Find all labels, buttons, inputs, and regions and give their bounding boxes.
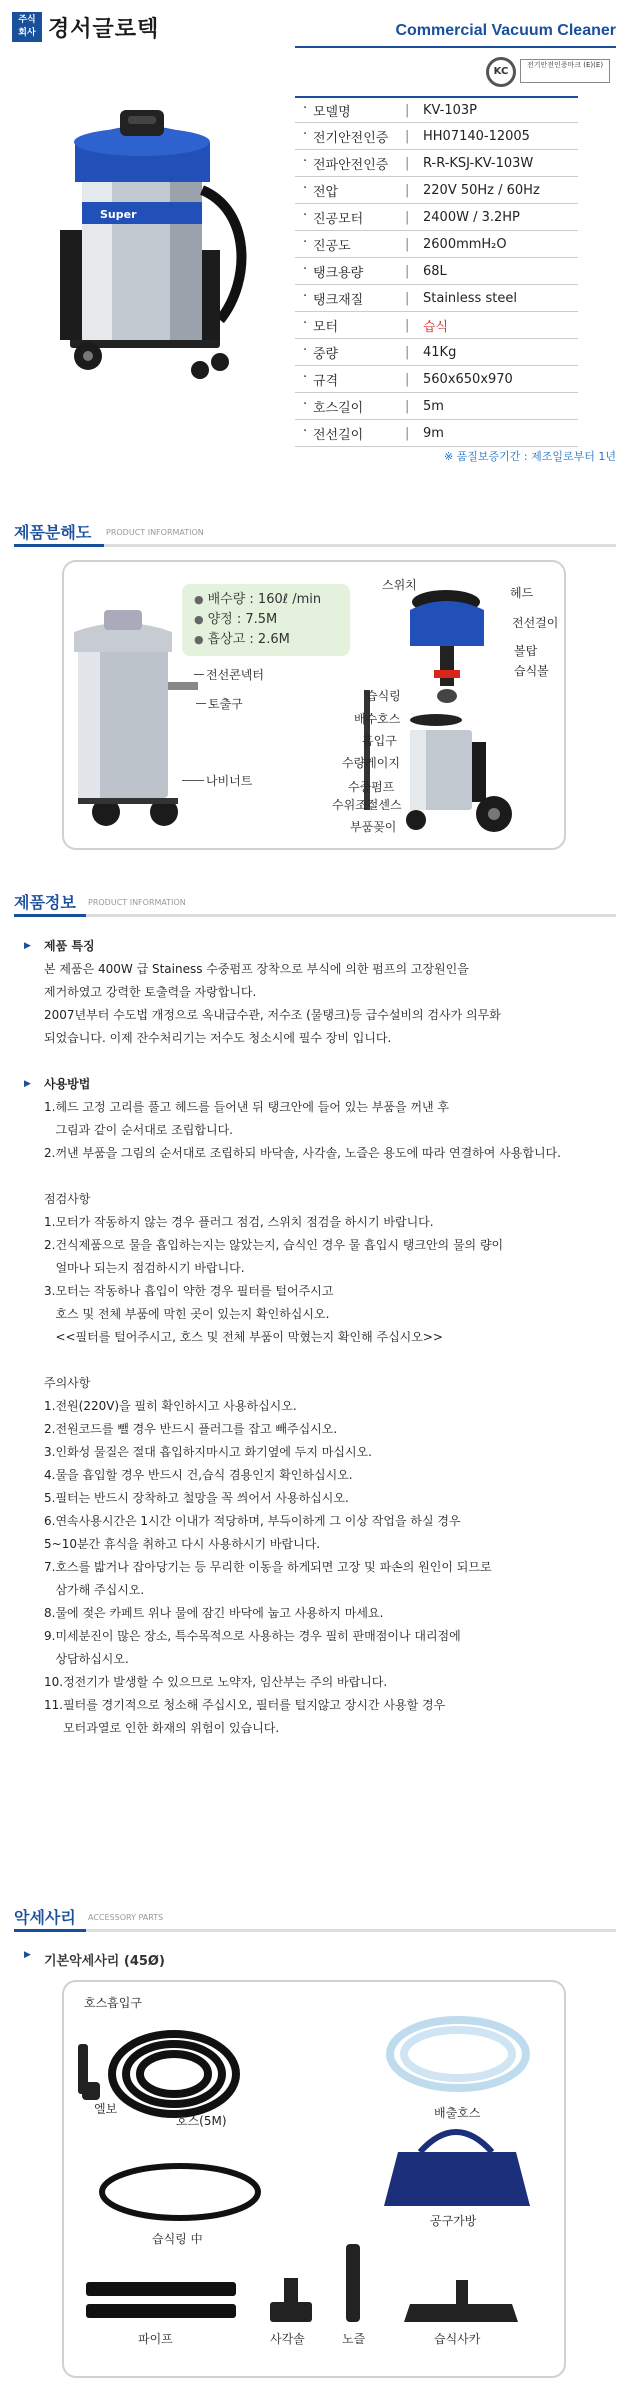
info-line: 본 제품은 400W 급 Stainess 수중펌프 장착으로 부식에 의한 펌프의 고장원인을 xyxy=(44,962,469,976)
feature-title: ▶ 제품 특징 xyxy=(14,935,624,958)
info-line: 호스 및 전체 부품에 막힌 곳이 있는지 확인하십시오. xyxy=(44,1307,330,1321)
product-info xyxy=(14,935,624,1740)
label-level-sensor: 수위조절센스 xyxy=(332,798,402,812)
info-line: 4.물을 흡입할 경우 반드시 건,습식 겸용인지 확인하십시오. xyxy=(44,1468,353,1482)
label-head: 헤드 xyxy=(510,586,534,600)
spec-value: 습식 xyxy=(423,319,449,335)
info-line: 2.전원코드를 뺄 경우 반드시 플러그를 잡고 빼주십시오. xyxy=(44,1422,338,1436)
spec-key: · 모터 xyxy=(295,316,405,335)
spec-value: 68L xyxy=(423,263,447,279)
spec-separator: | xyxy=(405,344,410,360)
spec-row xyxy=(295,258,578,285)
exploded-diagram xyxy=(62,560,566,850)
label-nozzle: 노즐 xyxy=(342,2332,366,2346)
badge-flow: ● 배수량 : 160ℓ /min xyxy=(194,590,338,610)
info-line: <<필터를 털어주시고, 호스 및 전체 부품이 막혔는지 확인해 주십시오>> xyxy=(44,1330,443,1344)
info-line: 6.연속사용시간은 1시간 이내가 적당하며, 부득이하게 그 이상 작업을 하실 경우 xyxy=(44,1514,461,1528)
spec-separator: | xyxy=(405,398,410,414)
spec-value: 9m xyxy=(423,425,444,441)
spec-row xyxy=(295,312,578,339)
spec-value: 560x650x970 xyxy=(423,371,513,387)
accessory-subtitle: ▶ 기본악세사리 (45Ø) xyxy=(14,1950,165,1969)
spec-value: KV-103P xyxy=(423,102,477,118)
spec-value: R-R-KSJ-KV-103W xyxy=(423,155,534,171)
info-line: 그림과 같이 순서대로 조립합니다. xyxy=(44,1123,233,1137)
label-float: 볼탑 xyxy=(514,644,538,658)
info-line: 제거하였고 강력한 토출력을 자랑합니다. xyxy=(44,985,257,999)
label-pipe: 파이프 xyxy=(138,2332,173,2346)
info-line: 11.필터를 경기적으로 청소해 주십시오, 필터를 털지않고 장시간 사용할 경우 xyxy=(44,1698,446,1712)
label-wet-ring: 습식링 中 xyxy=(152,2232,203,2246)
info-line: 1.모터가 작동하지 않는 경우 플러그 점검, 스위치 점검을 하시기 바랍니다. xyxy=(44,1215,434,1229)
section-subtitle: PRODUCT INFORMATION xyxy=(106,528,204,537)
info-line: 3.인화성 물질은 절대 흡입하지마시고 화기옆에 두지 마십시오. xyxy=(44,1445,372,1459)
spec-separator: | xyxy=(405,263,410,279)
label-tool-bag: 공구가방 xyxy=(430,2214,477,2228)
info-line: 8.물에 젖은 카페트 위나 물에 잠긴 바닥에 눕고 사용하지 마세요. xyxy=(44,1606,384,1620)
caution-lines xyxy=(14,1395,624,1740)
spec-key: · 전파안전인증 xyxy=(295,154,405,173)
spec-key: · 탱크용량 xyxy=(295,262,405,281)
spec-separator: | xyxy=(405,425,410,441)
spec-value: 220V 50Hz / 60Hz xyxy=(423,182,540,198)
info-line: 모터과열로 인한 화재의 위험이 있습니다. xyxy=(44,1721,280,1735)
info-line: 5~10분간 휴식을 취하고 다시 사용하시기 바랍니다. xyxy=(44,1537,321,1551)
spec-row xyxy=(295,177,578,204)
badge-suction: ● 흡상고 : 2.6M xyxy=(194,630,338,650)
spec-key: · 탱크재질 xyxy=(295,289,405,308)
spec-key: · 중량 xyxy=(295,343,405,362)
info-line: 2007년부터 수도법 개정으로 옥내급수관, 저수조 (물탱크)등 급수설비의 검사가 의무화 xyxy=(44,1008,501,1022)
feature-lines xyxy=(14,958,624,1050)
spec-table xyxy=(295,96,578,447)
label-cable-connector: 전선콘넥터 xyxy=(206,668,264,682)
product-image xyxy=(20,70,280,400)
spec-separator: | xyxy=(405,290,410,306)
spec-key: · 진공모터 xyxy=(295,208,405,227)
spec-separator: | xyxy=(405,155,410,171)
performance-badge xyxy=(182,584,350,656)
spec-value: 2400W / 3.2HP xyxy=(423,209,520,225)
info-line: 5.필터는 반드시 장착하고 철망을 꼭 씌어서 사용하십시오. xyxy=(44,1491,349,1505)
svg-text:Super: Super xyxy=(100,208,137,221)
spec-row xyxy=(295,123,578,150)
warranty-note: ※ 품질보증기간 : 제조일로부터 1년 xyxy=(443,450,616,463)
info-line: 3.모터는 작동하나 흡입이 약한 경우 필터를 털어주시고 xyxy=(44,1284,334,1298)
kc-label: 전기안전인증마크 (E)(E) xyxy=(520,59,610,83)
check-lines xyxy=(14,1211,624,1349)
label-outlet: 토출구 xyxy=(208,697,243,711)
label-wet-ring: 습식링 xyxy=(366,689,401,703)
spec-row xyxy=(295,150,578,177)
section-subtitle: PRODUCT INFORMATION xyxy=(88,898,186,907)
section-title: 제품정보 xyxy=(14,893,76,912)
spec-row xyxy=(295,339,578,366)
label-elbow: 엘보 xyxy=(94,2102,118,2116)
info-line: 삼가해 주십시오. xyxy=(44,1583,145,1597)
info-line: 7.호스를 밟거나 잡아당기는 등 무리한 이동을 하게되면 고장 및 파손의 원인이 되므로 xyxy=(44,1560,492,1574)
section-title: 제품분해도 xyxy=(14,523,92,542)
spec-row xyxy=(295,96,578,123)
spec-row xyxy=(295,420,578,447)
kc-certification-mark xyxy=(486,57,604,87)
usage-title: ▶ 사용방법 xyxy=(14,1073,624,1096)
info-line: 10.정전기가 발생할 수 있으므로 노약자, 임산부는 주의 바랍니다. xyxy=(44,1675,388,1689)
caution-title: 주의사항 xyxy=(44,1376,91,1390)
spec-value: 41Kg xyxy=(423,344,457,360)
info-line: 얼마나 되는지 점검하시기 바랍니다. xyxy=(44,1261,245,1275)
page-title: Commercial Vacuum Cleaner xyxy=(395,22,616,39)
spec-row xyxy=(295,204,578,231)
label-hose-inlet: 호스흡입구 xyxy=(84,1996,142,2010)
spec-key: · 진공도 xyxy=(295,235,405,254)
company-name: 경서글로텍 xyxy=(48,17,160,42)
spec-separator: | xyxy=(405,371,410,387)
header-divider xyxy=(295,46,616,48)
accessory-panel xyxy=(62,1980,566,2378)
label-cord-hook: 전선걸이 xyxy=(512,616,559,630)
spec-value: HH07140-12005 xyxy=(423,128,530,144)
info-line: 1.헤드 고정 고리를 풀고 헤드를 들어낸 뒤 탱크안에 들어 있는 부품을 꺼낸 후 xyxy=(44,1100,449,1114)
label-accessory-holder: 부품꽂이 xyxy=(350,820,397,834)
spec-key: · 모델명 xyxy=(295,101,405,120)
section-header-diagram xyxy=(14,520,616,548)
label-drain-hose: 배수호스 xyxy=(354,712,401,726)
spec-separator: | xyxy=(405,317,410,333)
info-line: 2.꺼낸 부품을 그림의 순서대로 조립하되 바닥솔, 사각솔, 노즐은 용도에 따라 연결하여 사용합니다. xyxy=(44,1146,561,1160)
spec-value: 5m xyxy=(423,398,444,414)
label-level-gauge: 수량게이지 xyxy=(342,756,400,770)
spec-separator: | xyxy=(405,182,410,198)
spec-separator: | xyxy=(405,236,410,252)
badge-head: ● 양정 : 7.5M xyxy=(194,610,338,630)
spec-key: · 호스길이 xyxy=(295,397,405,416)
accessory-illustration xyxy=(64,1982,568,2380)
label-cabinet: 나비너트 xyxy=(206,774,253,788)
section-header-accessory xyxy=(14,1905,616,1933)
section-title: 악세사리 xyxy=(14,1908,76,1927)
info-line: 9.미세분진이 많은 장소, 특수목적으로 사용하는 경우 필히 판매점이나 대리점에 xyxy=(44,1629,461,1643)
section-header-info xyxy=(14,890,616,918)
spec-key: · 전압 xyxy=(295,181,405,200)
check-title: 점검사항 xyxy=(44,1192,91,1206)
usage-lines xyxy=(14,1096,624,1165)
label-switch: 스위치 xyxy=(382,578,417,592)
spec-key: · 규격 xyxy=(295,370,405,389)
header xyxy=(0,0,630,56)
section-subtitle: ACCESSORY PARTS xyxy=(88,1913,164,1922)
company-logo-mark: 주식 회사 xyxy=(12,12,42,42)
spec-key: · 전기안전인증 xyxy=(295,127,405,146)
spec-key: · 전선길이 xyxy=(295,424,405,443)
label-hose: 호스(5M) xyxy=(176,2114,227,2128)
spec-value: Stainless steel xyxy=(423,290,517,306)
label-drain-hose: 배출호스 xyxy=(434,2106,481,2120)
spec-value: 2600mmH₂O xyxy=(423,236,507,252)
label-wet-squeegee: 습식사카 xyxy=(434,2332,481,2346)
spec-row xyxy=(295,285,578,312)
info-line: 2.건식제품으로 물을 흡입하는지는 않았는지, 습식인 경우 물 흡입시 탱크안의 물의 량이 xyxy=(44,1238,504,1252)
kc-logo: KC xyxy=(486,57,516,87)
spec-separator: | xyxy=(405,102,410,118)
label-square-brush: 사각솔 xyxy=(270,2332,305,2346)
spec-row xyxy=(295,231,578,258)
spec-row xyxy=(295,393,578,420)
label-sub-pump: 수중펌프 xyxy=(348,780,395,794)
label-inlet: 흡입구 xyxy=(362,734,397,748)
spec-separator: | xyxy=(405,209,410,225)
info-line: 상담하십시오. xyxy=(44,1652,129,1666)
info-line: 1.전원(220V)을 필히 확인하시고 사용하십시오. xyxy=(44,1399,297,1413)
spec-row xyxy=(295,366,578,393)
label-wet-ball: 습식볼 xyxy=(514,664,549,678)
spec-separator: | xyxy=(405,128,410,144)
info-line: 되었습니다. 이제 잔수처리기는 저수도 청소시에 필수 장비 입니다. xyxy=(44,1031,392,1045)
